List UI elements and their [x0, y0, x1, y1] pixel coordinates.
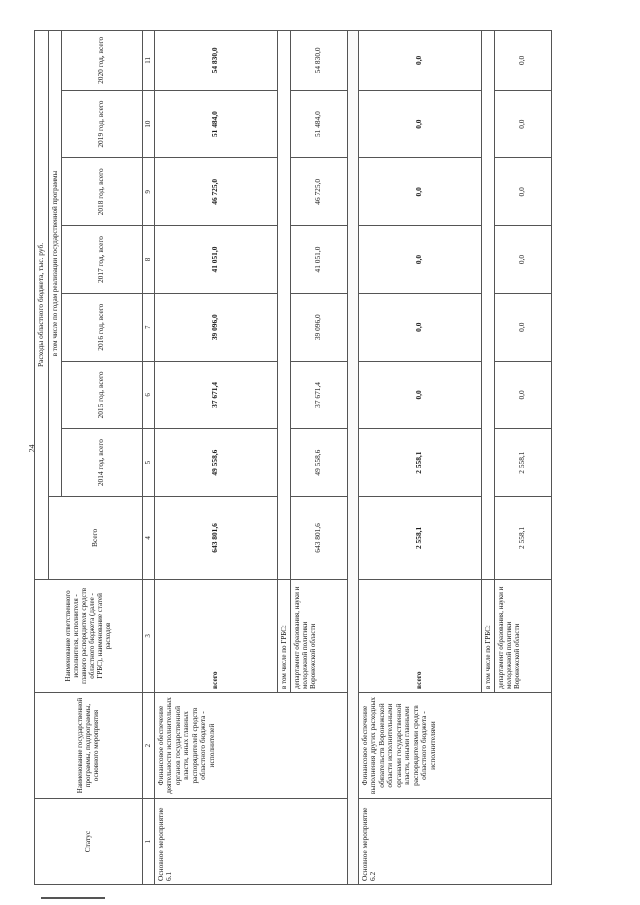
column-number: 10 [142, 90, 154, 158]
table-area [34, 30, 582, 885]
value-cell: 0,0 [358, 226, 481, 294]
value-cell: 643 801,6 [290, 496, 347, 579]
header-year: 2020 год, всего [61, 31, 142, 91]
header-name: Наименование государственной программы, подпрограммы, основного мероприятия [35, 693, 143, 799]
value-cell: 643 801,6 [154, 496, 277, 579]
value-cell: 49 558,6 [154, 429, 277, 497]
column-number: 2 [142, 693, 154, 799]
column-number-row [142, 31, 154, 885]
scan-mark-line [41, 897, 105, 899]
empty-cell [481, 31, 494, 580]
value-cell: 39 096,0 [290, 293, 347, 361]
row-dept-label: департамент образования, науки и молодежной политики Воронежской области [290, 579, 347, 692]
row-total-label: всего [154, 579, 277, 692]
header-total: Всего [48, 496, 142, 579]
value-cell: 0,0 [358, 31, 481, 91]
value-cell: 37 671,4 [154, 361, 277, 429]
row-incl-label: в том числе по ГРБС: [481, 579, 494, 692]
header-year: 2014 год, всего [61, 429, 142, 497]
page-number: 24 [27, 444, 37, 453]
header-years-title: в том числе по годам реализации государственной программы [48, 31, 61, 497]
value-cell: 51 484,0 [154, 90, 277, 158]
column-number: 9 [142, 158, 154, 226]
value-cell: 0,0 [358, 90, 481, 158]
value-cell: 46 725,0 [290, 158, 347, 226]
value-cell: 0,0 [494, 90, 551, 158]
header-year: 2018 год, всего [61, 158, 142, 226]
value-cell: 0,0 [358, 158, 481, 226]
value-cell: 41 051,0 [154, 226, 277, 294]
value-cell: 41 051,0 [290, 226, 347, 294]
header-expenses-title: Расходы областного бюджета, тыс. руб. [35, 31, 49, 580]
row-incl-label: в том числе по ГРБС: [277, 579, 290, 692]
header-executor: Наименование ответственного исполнителя, исполнителя - главного распорядителя средств областного бюджета (далее - ГРБС), наименование статей расходов [35, 579, 143, 692]
table-row [154, 31, 277, 885]
row-name: Финансовое обеспечение деятельности исполнительных органов государственной власти, иных главных распорядителей средств областного бюджета - исполнителей [154, 693, 347, 799]
column-number: 3 [142, 579, 154, 692]
row-total-label: всего [358, 579, 481, 692]
rotated-table-container [34, 30, 582, 885]
expenses-table [34, 30, 552, 885]
value-cell: 0,0 [494, 31, 551, 91]
value-cell: 51 484,0 [290, 90, 347, 158]
header-row-1 [35, 31, 49, 885]
value-cell: 2 558,1 [494, 429, 551, 497]
value-cell: 54 830,0 [290, 31, 347, 91]
row-dept-label: департамент образования, науки и молодежной политики Воронежской области [494, 579, 551, 692]
value-cell: 0,0 [494, 361, 551, 429]
header-year: 2019 год, всего [61, 90, 142, 158]
value-cell: 0,0 [494, 226, 551, 294]
header-year: 2016 год, всего [61, 293, 142, 361]
row-name: Финансовое обеспечение выполнения других расходных обязательств Воронежской области исполнительными органами государственной власти, иными главными распорядителями средств областного бюджета - исполнителями [358, 693, 551, 799]
value-cell: 54 830,0 [154, 31, 277, 91]
value-cell: 2 558,1 [358, 429, 481, 497]
column-number: 8 [142, 226, 154, 294]
value-cell: 39 096,0 [154, 293, 277, 361]
value-cell: 0,0 [358, 293, 481, 361]
value-cell: 37 671,4 [290, 361, 347, 429]
value-cell: 0,0 [494, 158, 551, 226]
column-number: 4 [142, 496, 154, 579]
column-number: 1 [142, 799, 154, 885]
empty-cell [277, 31, 290, 580]
group-separator [347, 31, 358, 885]
value-cell: 2 558,1 [358, 496, 481, 579]
row-status: Основное мероприятие 6.2 [358, 799, 551, 885]
table-row [358, 31, 481, 885]
header-year: 2015 год, всего [61, 361, 142, 429]
value-cell: 2 558,1 [494, 496, 551, 579]
column-number: 6 [142, 361, 154, 429]
column-number: 11 [142, 31, 154, 91]
column-number: 7 [142, 293, 154, 361]
header-status: Статус [35, 799, 143, 885]
value-cell: 49 558,6 [290, 429, 347, 497]
value-cell: 0,0 [358, 361, 481, 429]
column-number: 5 [142, 429, 154, 497]
value-cell: 46 725,0 [154, 158, 277, 226]
header-year: 2017 год, всего [61, 226, 142, 294]
value-cell: 0,0 [494, 293, 551, 361]
row-status: Основное мероприятие 6.1 [154, 799, 347, 885]
